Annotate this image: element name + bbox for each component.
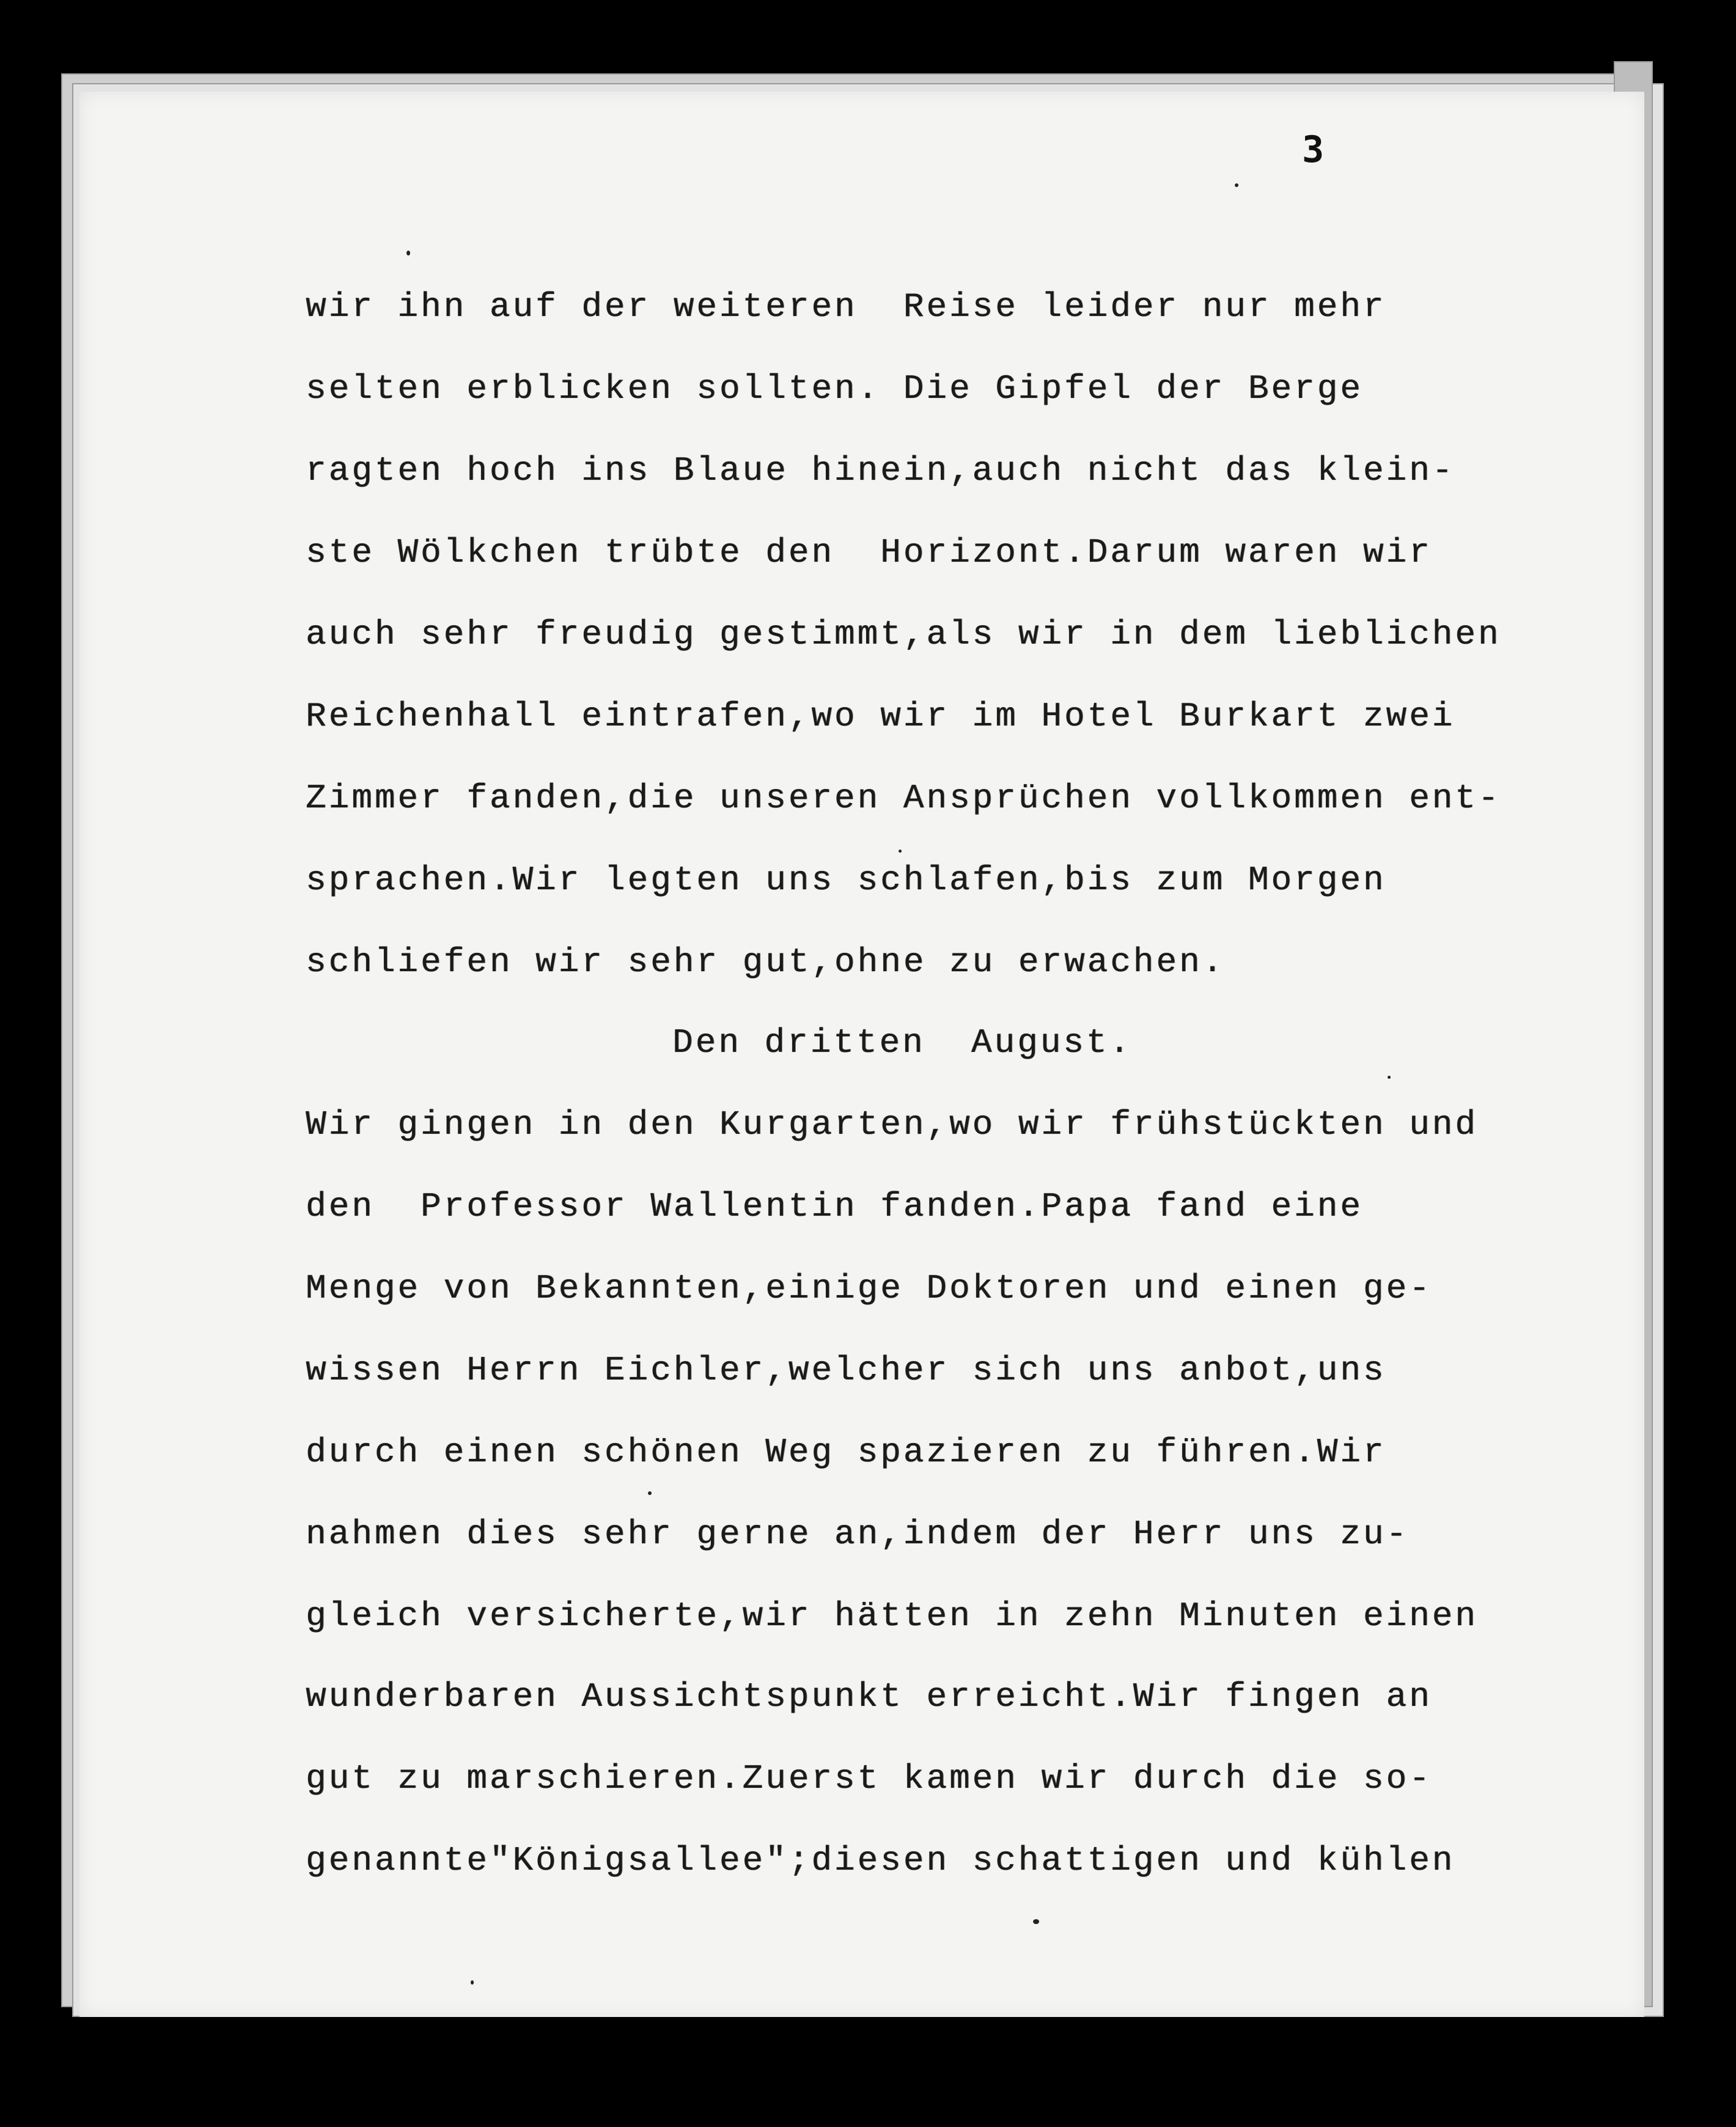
date-heading: Den dritten August. <box>672 1023 1133 1062</box>
dust-speck <box>1033 1919 1039 1924</box>
dust-speck <box>1388 1076 1391 1079</box>
dust-speck <box>899 850 902 853</box>
dust-speck <box>406 251 410 255</box>
text-line: sprachen.Wir legten uns schlafen,bis zum Morgen <box>306 861 1386 900</box>
text-line: Menge von Bekannten,einige Doktoren und einen ge- <box>306 1269 1432 1308</box>
text-line: ste Wölkchen trübte den Horizont.Darum waren wir <box>306 533 1432 572</box>
text-line: Zimmer fanden,die unseren Ansprüchen vollkommen ent- <box>306 779 1501 818</box>
text-line: ragten hoch ins Blaue hinein,auch nicht das klein- <box>306 451 1455 490</box>
text-line: wunderbaren Aussichtspunkt erreicht.Wir fingen an <box>306 1677 1432 1716</box>
text-line: auch sehr freudig gestimmt,als wir in dem lieblichen <box>306 615 1501 654</box>
text-line: nahmen dies sehr gerne an,indem der Herr uns zu- <box>306 1515 1410 1554</box>
dust-speck <box>471 1980 474 1985</box>
text-line: durch einen schönen Weg spazieren zu führen.Wir <box>306 1433 1386 1472</box>
dust-speck <box>1235 183 1238 187</box>
text-line: Reichenhall eintrafen,wo wir im Hotel Burkart zwei <box>306 697 1455 736</box>
text-line: gleich versicherte,wir hätten in zehn Minuten einen <box>306 1596 1478 1636</box>
page-number: 3 <box>1302 128 1325 171</box>
text-line: wissen Herrn Eichler,welcher sich uns anbot,uns <box>306 1351 1386 1390</box>
text-line: den Professor Wallentin fanden.Papa fand eine <box>306 1187 1363 1226</box>
dust-speck <box>648 1491 652 1495</box>
text-line: gut zu marschieren.Zuerst kamen wir durch die so- <box>306 1759 1432 1798</box>
text-line: genannte"Königsallee";diesen schattigen und kühlen <box>306 1841 1455 1880</box>
text-line: selten erblicken sollten. Die Gipfel der Berge <box>306 369 1363 408</box>
text-line: schliefen wir sehr gut,ohne zu erwachen. <box>306 942 1226 982</box>
text-line: Wir gingen in den Kurgarten,wo wir frühstückten und <box>306 1105 1478 1144</box>
text-line: wir ihn auf der weiteren Reise leider nur mehr <box>306 287 1386 326</box>
